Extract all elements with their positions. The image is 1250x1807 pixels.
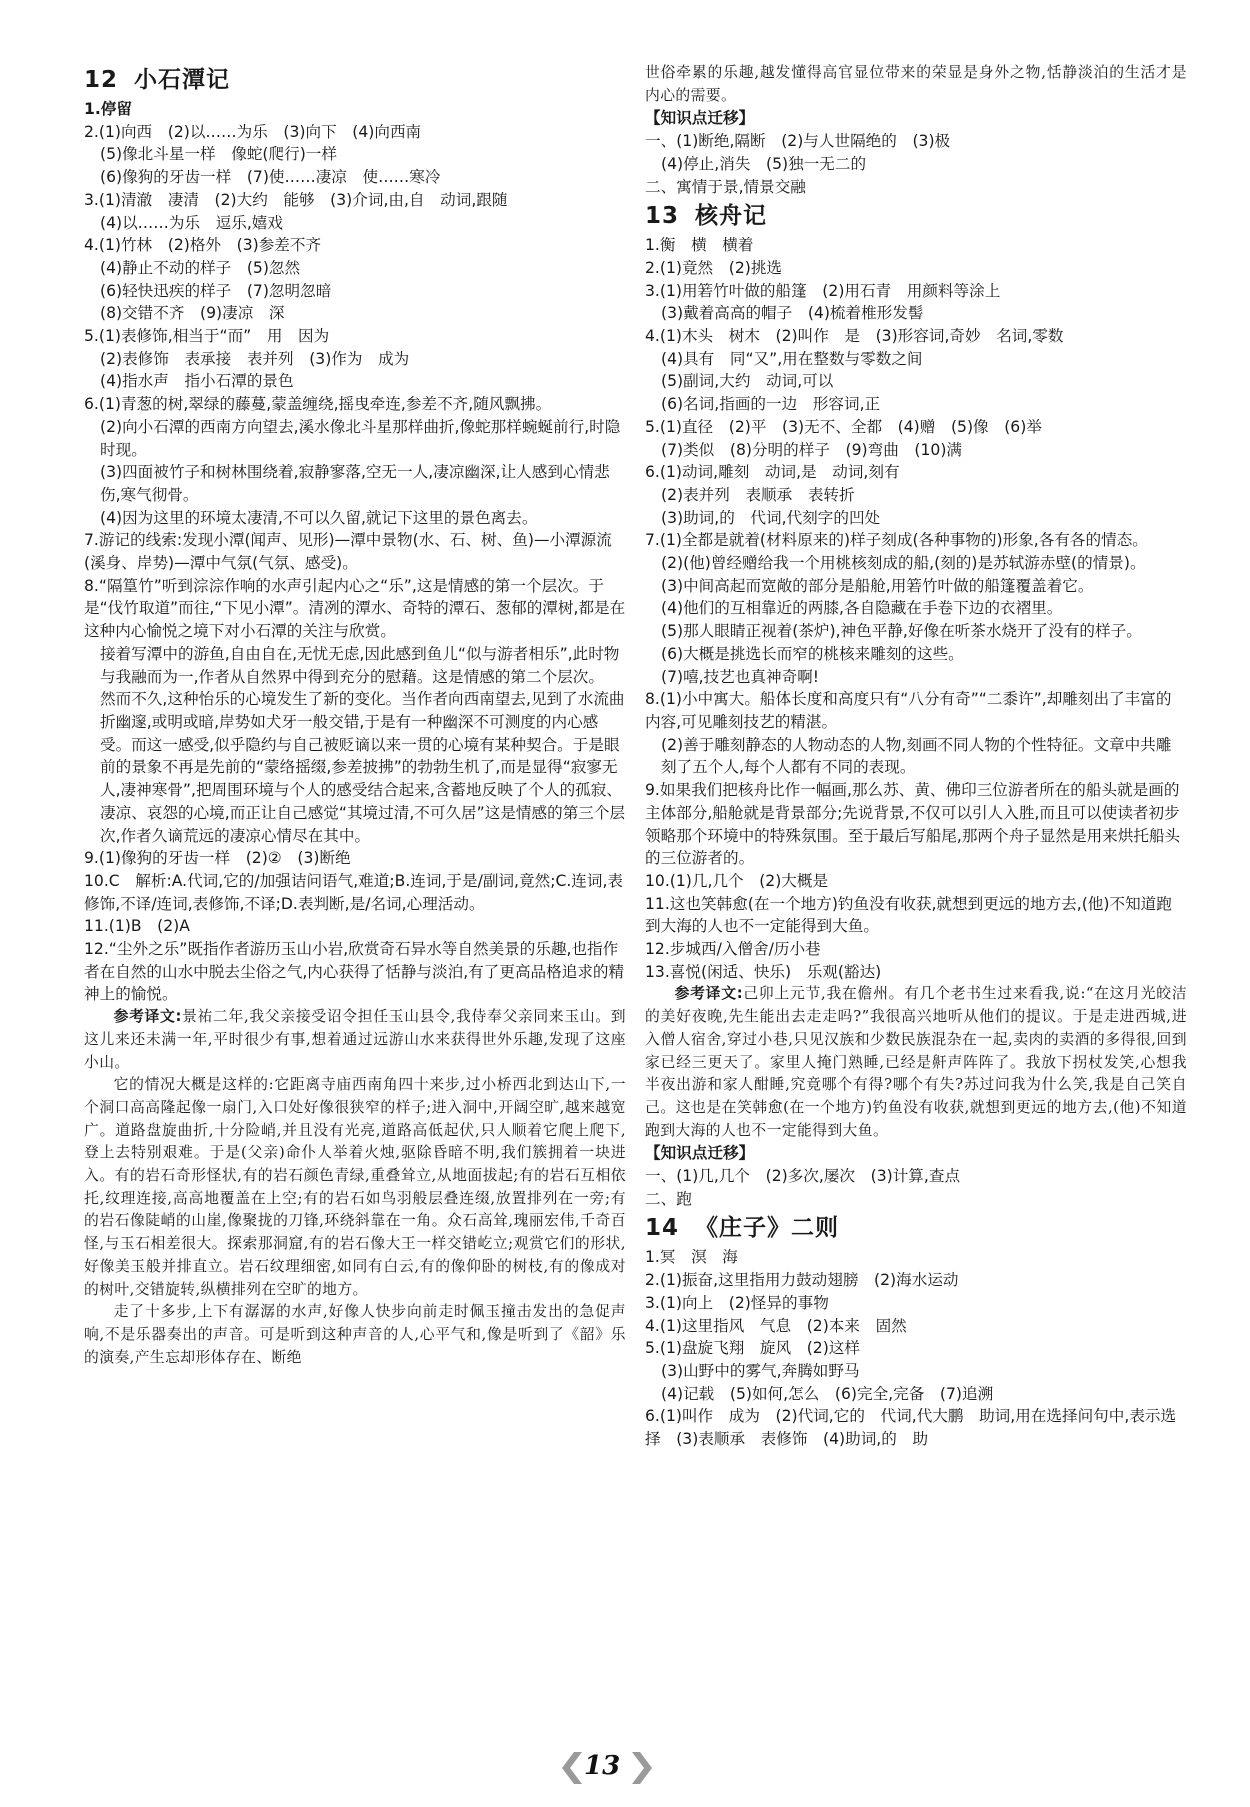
knowledge-transfer-13-2: 二、跑 (645, 1189, 692, 1208)
translation-para-2: 它的情况大概是这样的:它距离寺庙西南角四十来步,过小桥西北到达山下,一个洞口高高隆起像一扇门,入口处好像很狭窄的样子;进入洞中,开阔空旷,越来越宽广。道路盘旋曲折,十分险峭,并且没有光亮,道路高低起伏,只人顺着它爬上爬下,登上去特别艰难。于是(父亲)命仆人举着火烛,驱除昏暗不明,我们簇拥着一块进入。有的岩石奇形怪状,有的岩石颜色青绿,重叠耸立,从地面拔起;有的岩石互相依托,纹理连接,高高地覆盖在上空;有的岩石如鸟羽般层叠连缀,放置排列在一旁;有的岩石像陡峭的山崖,像聚拢的刀锋,环绕斜靠在一角。众石高耸,瑰丽宏伟,千奇百怪,与玉石相差很大。探索那洞窟,有的岩石像大王一样交错屹立;观赏它们的形状,好像美玉般并排直立。岩石纹理细密,如同有白云,有的像仰卧的树枝,有的像成对的树叶,交错旋转,纵横排列在空旷的地方。 (84, 1076, 626, 1298)
answer-4-line-1: 4.(1)竹林 (2)格外 (3)参差不齐 (84, 236, 322, 255)
answer-4-line-3: (6)轻快迅疾的样子 (7)忽明忽暗 (100, 281, 332, 300)
answer-6-part-4: (4)因为这里的环境太凄清,不可以久留,就记下这里的景色离去。 (100, 508, 538, 527)
answer-1: 1.停留 (84, 100, 132, 118)
reference-translation-13 (645, 983, 1187, 1142)
answer-13-7-part-5: (5)那人眼睛正视着(茶炉),神色平静,好像在听茶水烧开了没有的样子。 (661, 622, 1142, 641)
answer-8-para-1: 8.“隔篁竹”听到淙淙作响的水声引起内心之“乐”,这是情感的第一个层次。于是“伐竹取道”而往,“下见小潭”。清冽的潭水、奇特的潭石、葱郁的潭树,都是在这种内心愉悦之境下对小石潭的关注与欣赏。 (84, 576, 626, 641)
answer-13-6-line-1: 6.(1)动词,雕刻 动词,是 动词,刻有 (645, 463, 900, 482)
answer-5-line-2: (2)表修饰 表承接 表并列 (3)作为 成为 (100, 349, 410, 368)
answer-14-5-line-1: 5.(1)盘旋飞翔 旋风 (2)这样 (645, 1339, 860, 1358)
answer-13-8-part-1: 8.(1)小中寓大。船体长度和高度只有“八分有奇”“二黍许”,却雕刻出了丰富的内容,可见雕刻技艺的精湛。 (645, 690, 1172, 731)
answer-4-line-2: (4)静止不动的样子 (5)忽然 (100, 258, 301, 277)
answer-14-3: 3.(1)向上 (2)怪异的事物 (645, 1293, 829, 1312)
answer-2-line-1: 2.(1)向西 (2)以……为乐 (3)向下 (4)向西南 (84, 122, 422, 141)
answer-14-2: 2.(1)振奋,这里指用力鼓动翅膀 (2)海水运动 (645, 1271, 959, 1290)
knowledge-transfer-label: 【知识点迁移】 (645, 109, 755, 128)
answer-13-7-part-1: 7.(1)全都是就着(材料原来的)样子刻成(各种事物的)形象,各有各的情态。 (645, 531, 1148, 550)
answer-12: 12.“尘外之乐”既指作者游历玉山小岩,欣赏奇石异水等自然美景的乐趣,也指作者在自然的山水中脱去尘俗之气,内心获得了恬静与淡泊,有了更高品格追求的精神上的愉悦。 (84, 940, 625, 1004)
answer-7: 7.游记的线索:发现小潭(闻声、见形)—潭中景物(水、石、树、鱼)—小潭源流(溪身、岸势)—潭中气氛(气氛、感受)。 (84, 531, 612, 573)
answer-8-para-2: 接着写潭中的游鱼,自由自在,无忧无虑,因此感到鱼儿“似与游者相乐”,此时物与我融而为一,作者从自然界中得到充分的慰藉。这是情感的第二个层次。 (100, 644, 620, 686)
translation-para-3: 走了十多步,上下有潺潺的水声,好像人快步向前走时佩玉撞击发出的急促声响,不是乐器奏出的声音。可是听到这种声音的人,心平气和,像是听到了《韶》乐的演奏,产生忘却形体存在、断绝 (84, 1303, 626, 1366)
answer-6-part-2: (2)向小石潭的西南方向望去,溪水像北斗星那样曲折,像蛇那样蜿蜒前行,时隐时现。 (100, 417, 621, 459)
answer-13-11: 11.这也笑韩愈(在一个地方)钓鱼没有收获,就想到更远的地方去,(他)不知道跑到大海的人也不一定能得到大鱼。 (645, 894, 1172, 936)
answer-13-3-line-2: (3)戴着高高的帽子 (4)梳着椎形发髻 (661, 304, 924, 323)
section-title-13: 13 核舟记 (645, 203, 768, 230)
answer-13-4-line-3: (5)副词,大约 动词,可以 (661, 372, 834, 391)
answer-14-4: 4.(1)这里指风 气息 (2)本来 固然 (645, 1316, 907, 1335)
translation-13-para: 参考译文:己卯上元节,我在儋州。有几个老书生过来看我,说:“在这月光皎洁的美好夜晚,先生能出去走走吗?”我很高兴地听从他们的提议。于是走进西城,进入僧人宿舍,穿过小巷,只见汉族和少数民族混杂在一起,卖肉的卖酒的多得很,回到家已经三更天了。家里人掩门熟睡,已经是鼾声阵阵了。我放下拐杖发笑,心想我半夜出游和家人酣睡,究竟哪个有得?哪个有失?苏过问我为什么笑,我是自己笑自己。这也是在笑韩愈(在一个地方)钓鱼没有收获,就想到更远的地方去,(他)不知道跑到大海的人也不一定能得到大鱼。 (645, 985, 1187, 1139)
answer-13-1: 1.衡 横 横着 (645, 236, 754, 255)
answer-6-part-1: 6.(1)青葱的树,翠绿的藤蔓,蒙盖缠绕,摇曳牵连,参差不齐,随风飘拂。 (84, 395, 552, 414)
answer-13-5-line-1: 5.(1)直径 (2)平 (3)无不、全都 (4)赠 (5)像 (6)举 (645, 417, 1042, 436)
translation-para-1: 参考译文:景祐二年,我父亲接受诏令担任玉山县令,我侍奉父亲同来玉山。到这儿来还未满一年,平时很少有事,想着通过远游山水来获得世外乐趣,发现了这座小山。 (84, 1008, 626, 1071)
answer-5-line-3: (4)指水声 指小石潭的景色 (100, 372, 294, 391)
answer-11: 11.(1)B (2)A (84, 917, 190, 936)
answer-14-1: 1.冥 溟 海 (645, 1248, 738, 1267)
answer-14-5-line-3: (4)记载 (5)如何,怎么 (6)完全,完备 (7)追溯 (661, 1384, 994, 1403)
left-column (84, 62, 626, 1369)
answer-13-7-part-3: (3)中间高起而宽敞的部分是船舱,用箬竹叶做的船篷覆盖着它。 (661, 576, 1094, 595)
answer-3-line-2: (4)以……为乐 逗乐,嬉戏 (100, 213, 283, 232)
answer-9: 9.(1)像狗的牙齿一样 (2)② (3)断绝 (84, 849, 351, 868)
right-column (645, 62, 1187, 1451)
answer-13-8-part-2: (2)善于雕刻静态的人物动态的人物,刻画不同人物的个性特征。文章中共雕刻了五个人,每个人都有不同的表现。 (661, 735, 1172, 777)
page-number-badge (552, 1748, 662, 1788)
answer-6-part-3: (3)四面被竹子和树林围绕着,寂静寥落,空无一人,凄凉幽深,让人感到心情悲伤,寒气彻骨。 (100, 463, 610, 504)
section-title-14: 14 《庄子》二则 (645, 1215, 840, 1242)
answer-14-6: 6.(1)叫作 成为 (2)代词,它的 代词,代大鹏 助词,用在选择问句中,表示选择 (3)表顺承 表修饰 (4)助词,的 助 (645, 1407, 1177, 1449)
answer-13-7-part-6: (6)大概是挑选长而窄的桃核来雕刻的这些。 (661, 644, 964, 663)
answer-4-line-4: (8)交错不齐 (9)凄凉 深 (100, 304, 285, 323)
answer-13-7-part-7: (7)嘻,技艺也真神奇啊! (661, 667, 820, 686)
section-title-12: 12 小石潭记 (84, 67, 231, 93)
answer-2-line-2: (5)像北斗星一样 像蛇(爬行)一样 (100, 145, 337, 164)
translation-continued: 世俗牵累的乐趣,越发懂得高官显位带来的荣显是身外之物,恬静淡泊的生活才是内心的需要。 (645, 64, 1187, 104)
answer-13-9: 9.如果我们把核舟比作一幅画,那么苏、黄、佛印三位游者所在的船头就是画的主体部分,船舱就是背景部分;先说背景,不仅可以引人入胜,而且可以使读者初步领略那个环境中的特殊氛围。至于最后写船尾,那两个舟子显然是用来烘托船头的三位游者的。 (645, 781, 1181, 868)
page-number: 13 (584, 1751, 621, 1781)
answer-13-10: 10.(1)几,几个 (2)大概是 (645, 871, 829, 890)
answer-10: 10.C 解析:A.代词,它的/加强诘问语气,难道;B.连词,于是/副词,竟然;C.连词,表修饰,不译/连词,表修饰,不译;D.表判断,是/名词,心理活动。 (84, 871, 624, 913)
knowledge-transfer-2: 二、寓情于景,情景交融 (645, 177, 806, 196)
knowledge-transfer-13-1: 一、(1)几,几个 (2)多次,屡次 (3)计算,查点 (645, 1167, 961, 1186)
reference-translation-12 (84, 1006, 626, 1369)
answer-13-5-line-2: (7)类似 (8)分明的样子 (9)弯曲 (10)满 (661, 440, 962, 459)
knowledge-transfer-1-cont: (4)停止,消失 (5)独一无二的 (661, 154, 867, 173)
answer-13-4-line-2: (4)具有 同“又”,用在整数与零数之间 (661, 349, 923, 368)
answer-13-6-line-2: (2)表并列 表顺承 表转折 (661, 485, 855, 504)
answer-13-3-line-1: 3.(1)用箬竹叶做的船篷 (2)用石青 用颜料等涂上 (645, 281, 1001, 300)
answer-13-2: 2.(1)竟然 (2)挑选 (645, 258, 783, 277)
knowledge-transfer-label-13: 【知识点迁移】 (645, 1144, 755, 1163)
answer-3-line-1: 3.(1)清澈 凄清 (2)大约 能够 (3)介词,由,自 动词,跟随 (84, 190, 508, 209)
answer-13-12: 12.步城西/入僧舍/历小巷 (645, 940, 821, 959)
answer-13-13: 13.喜悦(闲适、快乐) 乐观(豁达) (645, 962, 882, 981)
answer-13-6-line-3: (3)助词,的 代词,代刻字的凹处 (661, 508, 881, 527)
answer-13-7-part-2: (2)(他)曾经赠给我一个用桃核刻成的船,(刻的)是苏轼游赤壁(的情景)。 (661, 554, 1146, 573)
knowledge-transfer-1: 一、(1)断绝,隔断 (2)与人世隔绝的 (3)极 (645, 132, 951, 151)
answer-2-line-3: (6)像狗的牙齿一样 (7)使……凄凉 使……寒冷 (100, 168, 441, 187)
answer-13-4-line-1: 4.(1)木头 树木 (2)叫作 是 (3)形容词,奇妙 名词,零数 (645, 327, 1064, 346)
answer-5-line-1: 5.(1)表修饰,相当于“而” 用 因为 (84, 327, 330, 346)
answer-13-4-line-4: (6)名词,指画的一边 形容词,正 (661, 395, 881, 414)
answer-13-7-part-4: (4)他们的互相靠近的两膝,各自隐藏在手卷下边的衣褶里。 (661, 599, 1063, 618)
answer-8-para-3: 然而不久,这种怡乐的心境发生了新的变化。当作者向西南望去,见到了水流曲折幽邃,或明或暗,岸势如犬牙一般交错,于是有一种幽深不可测度的内心感受。而这一感受,似乎隐约与自己被贬谪以来一贯的心境有某种契合。于是眼前的景象不再是先前的“蒙络摇缀,参差披拂”的勃勃生机了,而是显得“寂寥无人,凄神寒骨”,把周围环境与个人的感受结合起来,含蓄地反映了个人的孤寂、凄凉、哀怨的心境,而正让自己感觉“其境过清,不可久居”这是情感的第三个层次,作者久谪荒远的凄凉心情尽在其中。 (100, 690, 626, 845)
answer-14-5-line-2: (3)山野中的雾气,奔腾如野马 (661, 1361, 860, 1380)
